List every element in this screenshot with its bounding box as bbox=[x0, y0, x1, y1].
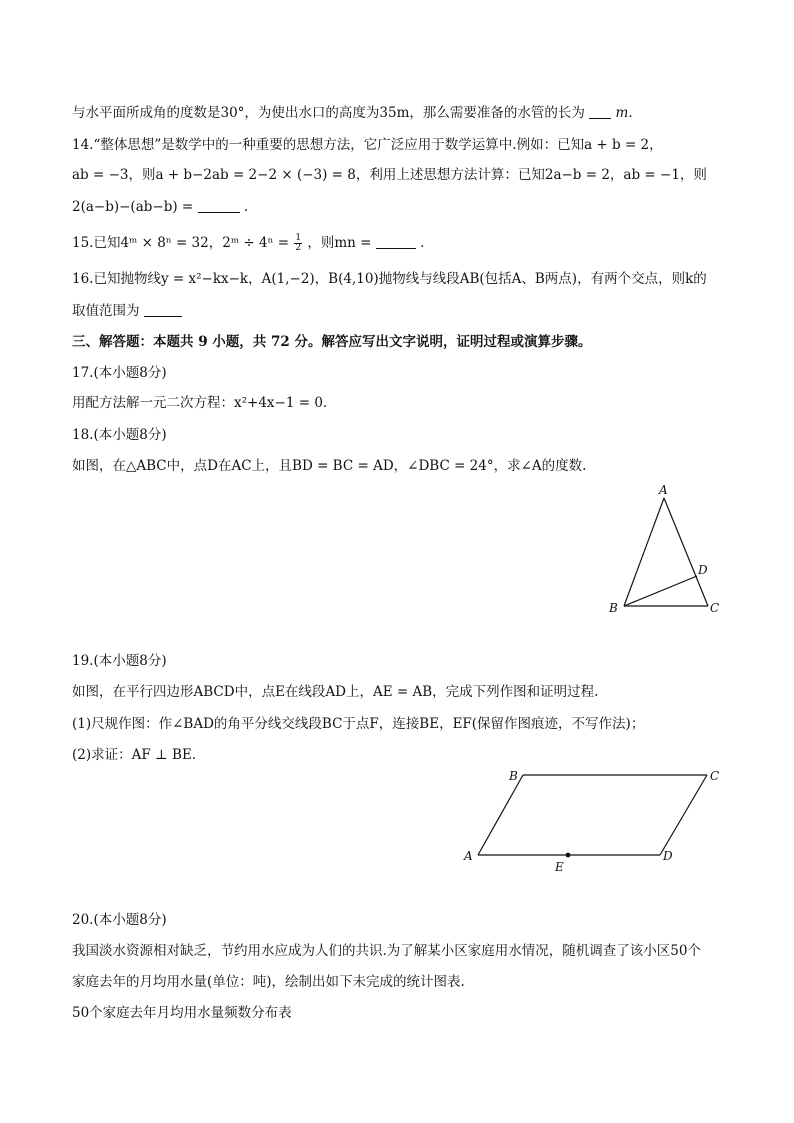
q18-body: 如图，在△ABC中，点D在AC上，且BD = BC = AD，∠DBC = 24°，求∠A的度数. bbox=[72, 458, 587, 474]
q15-fraction bbox=[294, 234, 302, 253]
q20-table-title: 50个家庭去年月均用水量频数分布表 bbox=[72, 1005, 292, 1021]
q18-triangle-figure bbox=[600, 480, 730, 620]
q16-line2-text: 取值范围为 bbox=[72, 303, 140, 319]
q16-line1: 16.已知抛物线y = x²−kx−k，A(1,−2)，B(4,10)抛物线与线段AB(包括A、B两点)，有两个交点，则k的 bbox=[72, 271, 707, 287]
q14-line3-end: . bbox=[243, 199, 249, 215]
section3-heading: 三、解答题：本题共 9 小题，共 72 分。解答应写出文字说明，证明过程或演算步骤。 bbox=[72, 334, 592, 350]
q19-title: 19.(本小题8分) bbox=[72, 653, 167, 669]
q19-part2: (2)求证：AF ⊥ BE. bbox=[72, 747, 197, 763]
q18-label-a: A bbox=[659, 483, 668, 497]
q15-end: . bbox=[420, 235, 425, 251]
q20-title: 20.(本小题8分) bbox=[72, 912, 167, 928]
q14-line3-text: 2(a−b)−(ab−b) = bbox=[72, 199, 194, 215]
q19-label-c: C bbox=[710, 769, 720, 783]
q17-body: 用配方法解一元二次方程：x²+4x−1 = 0. bbox=[72, 395, 328, 411]
q13-answer-blank[interactable] bbox=[589, 104, 611, 119]
q20-line2: 家庭去年的月均用水量(单位：吨)，绘制出如下未完成的统计图表. bbox=[72, 974, 465, 990]
q15-frac-den: 2 bbox=[295, 243, 302, 253]
q19-parallelogram-figure bbox=[460, 764, 730, 876]
q15-answer-blank[interactable] bbox=[376, 234, 416, 249]
q15-before: 15.已知4ᵐ × 8ⁿ = 32，2ᵐ ÷ 4ⁿ = bbox=[72, 235, 290, 251]
q18-title: 18.(本小题8分) bbox=[72, 427, 167, 443]
q19-part1: (1)尺规作图：作∠BAD的角平分线交线段BC于点F，连接BE，EF(保留作图痕迹，不写作法)； bbox=[72, 716, 645, 732]
q14-line3 bbox=[72, 198, 248, 216]
q16-line2 bbox=[72, 302, 182, 320]
q14-line1: 14.“整体思想”是数学中的一种重要的思想方法，它广泛应用于数学运算中.例如：已知a + b = 2， bbox=[72, 137, 663, 153]
q19-label-a: A bbox=[464, 849, 473, 863]
q19-body: 如图，在平行四边形ABCD中，点E在线段AD上，AE = AB，完成下列作图和证明过程. bbox=[72, 684, 599, 700]
q15-frac-num: 1 bbox=[295, 233, 302, 243]
q19-label-e: E bbox=[555, 860, 564, 874]
q18-label-b: B bbox=[609, 601, 618, 615]
q18-label-c: C bbox=[710, 601, 720, 615]
q19-label-b: B bbox=[509, 769, 518, 783]
q20-line1: 我国淡水资源相对缺乏，节约用水应成为人们的共识.为了解某小区家庭用水情况，随机调查了该小区50个 bbox=[72, 943, 701, 959]
q15-after: ，则mn = bbox=[307, 235, 372, 251]
q19-label-d: D bbox=[663, 849, 673, 863]
q18-label-d: D bbox=[698, 563, 708, 577]
q14-answer-blank[interactable] bbox=[198, 198, 240, 213]
q13-unit: m. bbox=[615, 105, 633, 121]
q14-line2: ab = −3，则a + b−2ab = 2−2 × (−3) = 8，利用上述思想方法计算：已知2a−b = 2，ab = −1，则 bbox=[72, 167, 707, 183]
q15-line bbox=[72, 234, 424, 253]
q17-title: 17.(本小题8分) bbox=[72, 365, 167, 381]
q13-tail-line bbox=[72, 104, 633, 122]
q13-tail-text: 与水平面所成角的度数是30°，为使出水口的高度为35m，那么需要准备的水管的长为 bbox=[72, 105, 585, 121]
q16-answer-blank[interactable] bbox=[144, 302, 182, 317]
